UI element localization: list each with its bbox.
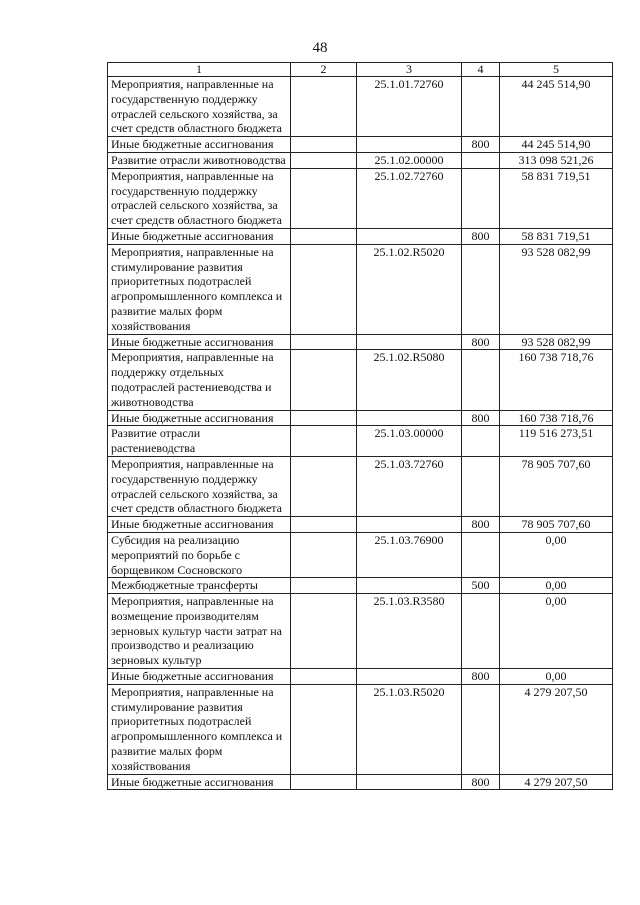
target-code-cell: 25.1.02.00000 <box>357 152 462 168</box>
expense-type-cell: 800 <box>462 137 500 153</box>
amount-cell: 313 098 521,26 <box>500 152 613 168</box>
column-2-cell <box>291 410 357 426</box>
target-code-cell: 25.1.01.72760 <box>357 77 462 137</box>
target-code-cell <box>357 517 462 533</box>
item-name-cell: Мероприятия, направленные на стимулирование развития приоритетных подотраслей агропромышленного комплекса и развитие малых форм хозяйствования <box>108 684 291 774</box>
target-code-cell <box>357 228 462 244</box>
amount-cell: 58 831 719,51 <box>500 228 613 244</box>
item-name-cell: Мероприятия, направленные на возмещение производителям зерновых культур части затрат на производство и реализацию зерновых культур <box>108 594 291 669</box>
target-code-cell <box>357 578 462 594</box>
amount-cell: 44 245 514,90 <box>500 77 613 137</box>
expense-type-cell: 500 <box>462 578 500 594</box>
column-2-cell <box>291 350 357 410</box>
table-row <box>108 774 613 790</box>
item-name-cell: Иные бюджетные ассигнования <box>108 137 291 153</box>
column-2-cell <box>291 578 357 594</box>
amount-cell: 0,00 <box>500 669 613 685</box>
amount-cell: 0,00 <box>500 532 613 577</box>
column-header-4: 4 <box>462 63 500 77</box>
column-2-cell <box>291 334 357 350</box>
item-name-cell: Мероприятия, направленные на поддержку отдельных подотраслей растениеводства и животноводства <box>108 350 291 410</box>
target-code-cell <box>357 137 462 153</box>
table-row <box>108 517 613 533</box>
column-2-cell <box>291 774 357 790</box>
item-name-cell: Субсидия на реализацию мероприятий по борьбе с борщевиком Сосновского <box>108 532 291 577</box>
expense-type-cell: 800 <box>462 410 500 426</box>
column-2-cell <box>291 456 357 516</box>
target-code-cell <box>357 774 462 790</box>
target-code-cell <box>357 669 462 685</box>
amount-cell: 4 279 207,50 <box>500 684 613 774</box>
amount-cell: 160 738 718,76 <box>500 410 613 426</box>
table-row <box>108 137 613 153</box>
amount-cell: 93 528 082,99 <box>500 244 613 334</box>
item-name-cell: Развитие отрасли животноводства <box>108 152 291 168</box>
expense-type-cell <box>462 456 500 516</box>
table-row <box>108 426 613 457</box>
item-name-cell: Мероприятия, направленные на государственную поддержку отраслей сельского хозяйства, за счет средств областного бюджета <box>108 77 291 137</box>
expense-type-cell <box>462 594 500 669</box>
column-2-cell <box>291 168 357 228</box>
table-row <box>108 410 613 426</box>
expense-type-cell: 800 <box>462 228 500 244</box>
amount-cell: 78 905 707,60 <box>500 456 613 516</box>
table-row <box>108 684 613 774</box>
column-2-cell <box>291 228 357 244</box>
item-name-cell: Иные бюджетные ассигнования <box>108 410 291 426</box>
target-code-cell: 25.1.03.R3580 <box>357 594 462 669</box>
column-2-cell <box>291 532 357 577</box>
item-name-cell: Мероприятия, направленные на стимулирование развития приоритетных подотраслей агропромышленного комплекса и развитие малых форм хозяйствования <box>108 244 291 334</box>
amount-cell: 0,00 <box>500 578 613 594</box>
table-row <box>108 669 613 685</box>
column-header-1: 1 <box>108 63 291 77</box>
item-name-cell: Мероприятия, направленные на государственную поддержку отраслей сельского хозяйства, за счет средств областного бюджета <box>108 456 291 516</box>
target-code-cell: 25.1.02.72760 <box>357 168 462 228</box>
item-name-cell: Иные бюджетные ассигнования <box>108 669 291 685</box>
column-2-cell <box>291 669 357 685</box>
table-row <box>108 244 613 334</box>
table-row <box>108 350 613 410</box>
amount-cell: 160 738 718,76 <box>500 350 613 410</box>
column-2-cell <box>291 137 357 153</box>
column-2-cell <box>291 594 357 669</box>
column-2-cell <box>291 244 357 334</box>
expense-type-cell: 800 <box>462 517 500 533</box>
column-header-5: 5 <box>500 63 613 77</box>
item-name-cell: Межбюджетные трансферты <box>108 578 291 594</box>
table-row <box>108 532 613 577</box>
page-number: 48 <box>312 40 328 56</box>
item-name-cell: Мероприятия, направленные на государственную поддержку отраслей сельского хозяйства, за счет средств областного бюджета <box>108 168 291 228</box>
column-2-cell <box>291 684 357 774</box>
target-code-cell: 25.1.03.76900 <box>357 532 462 577</box>
column-header-3: 3 <box>357 63 462 77</box>
column-2-cell <box>291 517 357 533</box>
target-code-cell: 25.1.03.R5020 <box>357 684 462 774</box>
table-row <box>108 594 613 669</box>
table-row <box>108 456 613 516</box>
expense-type-cell <box>462 77 500 137</box>
expense-type-cell <box>462 152 500 168</box>
amount-cell: 119 516 273,51 <box>500 426 613 457</box>
item-name-cell: Иные бюджетные ассигнования <box>108 517 291 533</box>
expense-type-cell <box>462 532 500 577</box>
expense-type-cell <box>462 244 500 334</box>
table-row <box>108 578 613 594</box>
amount-cell: 93 528 082,99 <box>500 334 613 350</box>
item-name-cell: Развитие отрасли растениеводства <box>108 426 291 457</box>
budget-table <box>107 62 613 790</box>
target-code-cell: 25.1.03.00000 <box>357 426 462 457</box>
expense-type-cell: 800 <box>462 774 500 790</box>
expense-type-cell <box>462 168 500 228</box>
item-name-cell: Иные бюджетные ассигнования <box>108 228 291 244</box>
table-header-row <box>108 63 613 77</box>
table-row <box>108 77 613 137</box>
amount-cell: 0,00 <box>500 594 613 669</box>
target-code-cell <box>357 334 462 350</box>
column-2-cell <box>291 426 357 457</box>
expense-type-cell: 800 <box>462 334 500 350</box>
table-row <box>108 228 613 244</box>
amount-cell: 4 279 207,50 <box>500 774 613 790</box>
column-2-cell <box>291 77 357 137</box>
expense-type-cell <box>462 426 500 457</box>
target-code-cell: 25.1.02.R5020 <box>357 244 462 334</box>
target-code-cell: 25.1.02.R5080 <box>357 350 462 410</box>
table-row <box>108 168 613 228</box>
target-code-cell <box>357 410 462 426</box>
column-2-cell <box>291 152 357 168</box>
target-code-cell: 25.1.03.72760 <box>357 456 462 516</box>
expense-type-cell: 800 <box>462 669 500 685</box>
item-name-cell: Иные бюджетные ассигнования <box>108 774 291 790</box>
item-name-cell: Иные бюджетные ассигнования <box>108 334 291 350</box>
table-row <box>108 334 613 350</box>
table-row <box>108 152 613 168</box>
expense-type-cell <box>462 684 500 774</box>
expense-type-cell <box>462 350 500 410</box>
column-header-2: 2 <box>291 63 357 77</box>
amount-cell: 78 905 707,60 <box>500 517 613 533</box>
amount-cell: 44 245 514,90 <box>500 137 613 153</box>
amount-cell: 58 831 719,51 <box>500 168 613 228</box>
